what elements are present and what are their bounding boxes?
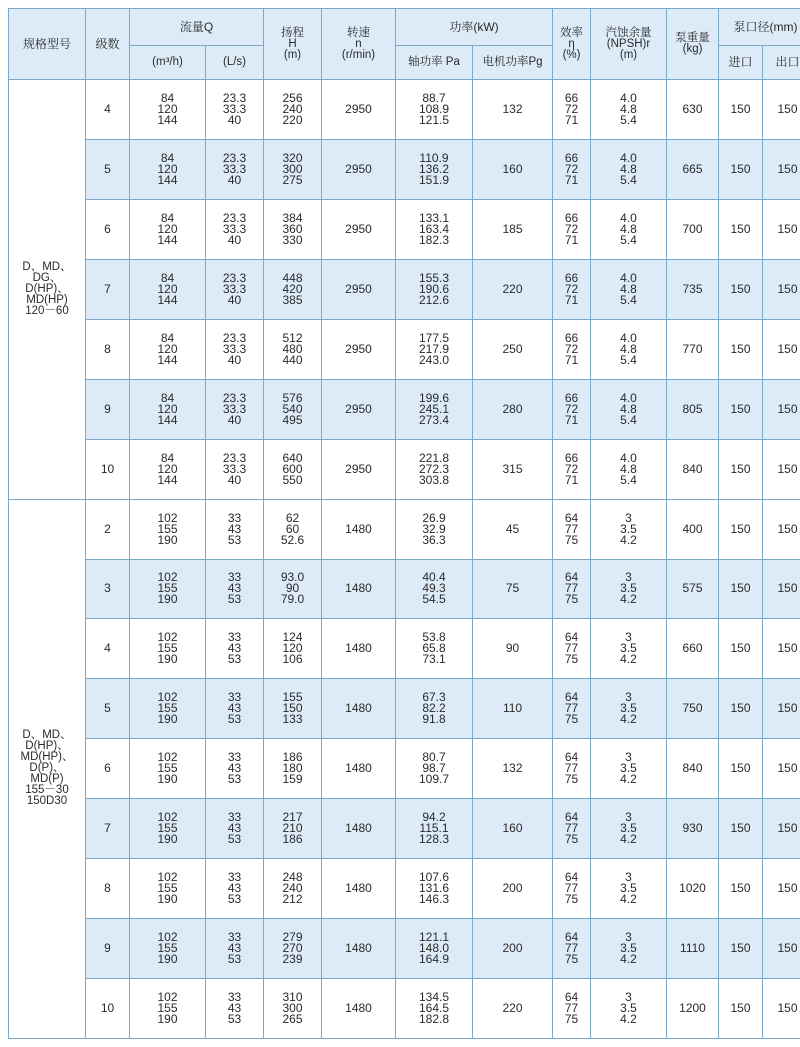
flow-m3h-cell: 102 155 190 [130, 919, 206, 979]
efficiency-cell: 66 72 71 [553, 80, 591, 140]
efficiency-cell: 64 77 75 [553, 559, 591, 619]
weight-cell: 575 [667, 559, 719, 619]
outlet-cell: 150 [763, 919, 800, 979]
npsh-cell: 4.0 4.8 5.4 [591, 199, 667, 259]
weight-cell: 750 [667, 679, 719, 739]
npsh-cell: 3 3.5 4.2 [591, 739, 667, 799]
stage-cell: 5 [86, 139, 130, 199]
header-npsh: 汽蚀余量 (NPSH)r (m) [591, 9, 667, 80]
weight-cell: 660 [667, 619, 719, 679]
efficiency-cell: 66 72 71 [553, 259, 591, 319]
header-efficiency: 效率 η (%) [553, 9, 591, 80]
flow-ls-cell: 33 43 53 [206, 979, 264, 1039]
header-outlet: 出口 [763, 46, 800, 80]
head-cell: 576 540 495 [264, 379, 322, 439]
table-header [9, 9, 800, 80]
motor-power-cell: 132 [473, 739, 553, 799]
header-head: 扬程 H (m) [264, 9, 322, 80]
weight-cell: 1110 [667, 919, 719, 979]
table-row [9, 619, 800, 679]
outlet-cell: 150 [763, 379, 800, 439]
stage-cell: 4 [86, 80, 130, 140]
stage-cell: 7 [86, 259, 130, 319]
speed-cell: 1480 [322, 739, 396, 799]
header-speed: 转速 n (r/min) [322, 9, 396, 80]
weight-cell: 770 [667, 319, 719, 379]
motor-power-cell: 160 [473, 799, 553, 859]
npsh-cell: 3 3.5 4.2 [591, 619, 667, 679]
table-row [9, 859, 800, 919]
shaft-power-cell: 67.3 82.2 91.8 [396, 679, 473, 739]
motor-power-cell: 220 [473, 259, 553, 319]
table-row [9, 679, 800, 739]
outlet-cell: 150 [763, 319, 800, 379]
inlet-cell: 150 [719, 499, 763, 559]
head-cell: 448 420 385 [264, 259, 322, 319]
speed-cell: 1480 [322, 679, 396, 739]
shaft-power-cell: 134.5 164.5 182.8 [396, 979, 473, 1039]
outlet-cell: 150 [763, 559, 800, 619]
shaft-power-cell: 121.1 148.0 164.9 [396, 919, 473, 979]
shaft-power-cell: 26.9 32.9 36.3 [396, 499, 473, 559]
header-power: 功率(kW) [396, 9, 553, 46]
weight-cell: 700 [667, 199, 719, 259]
motor-power-cell: 160 [473, 139, 553, 199]
speed-cell: 2950 [322, 379, 396, 439]
inlet-cell: 150 [719, 559, 763, 619]
weight-cell: 930 [667, 799, 719, 859]
table-row [9, 199, 800, 259]
speed-cell: 1480 [322, 859, 396, 919]
flow-ls-cell: 23.3 33.3 40 [206, 139, 264, 199]
head-cell: 310 300 265 [264, 979, 322, 1039]
model-cell: D、MD、 D(HP)、 MD(HP)、 D(P)、 MD(P) 155－30 150D30 [9, 499, 86, 1038]
head-cell: 279 270 239 [264, 919, 322, 979]
outlet-cell: 150 [763, 439, 800, 499]
header-model: 规格型号 [9, 9, 86, 80]
header-shaft-power: 轴功率 Pa [396, 46, 473, 80]
flow-m3h-cell: 102 155 190 [130, 619, 206, 679]
shaft-power-cell: 199.6 245.1 273.4 [396, 379, 473, 439]
flow-ls-cell: 23.3 33.3 40 [206, 439, 264, 499]
stage-cell: 10 [86, 439, 130, 499]
weight-cell: 840 [667, 739, 719, 799]
head-cell: 248 240 212 [264, 859, 322, 919]
motor-power-cell: 250 [473, 319, 553, 379]
table-row [9, 979, 800, 1039]
speed-cell: 1480 [322, 499, 396, 559]
head-cell: 155 150 133 [264, 679, 322, 739]
efficiency-cell: 64 77 75 [553, 739, 591, 799]
efficiency-cell: 64 77 75 [553, 799, 591, 859]
head-cell: 93.0 90 79.0 [264, 559, 322, 619]
inlet-cell: 150 [719, 619, 763, 679]
npsh-cell: 4.0 4.8 5.4 [591, 319, 667, 379]
pump-spec-table [8, 8, 800, 1039]
table-row [9, 439, 800, 499]
stage-cell: 8 [86, 319, 130, 379]
npsh-cell: 3 3.5 4.2 [591, 679, 667, 739]
stage-cell: 5 [86, 679, 130, 739]
flow-ls-cell: 23.3 33.3 40 [206, 259, 264, 319]
flow-m3h-cell: 84 120 144 [130, 259, 206, 319]
weight-cell: 1020 [667, 859, 719, 919]
inlet-cell: 150 [719, 379, 763, 439]
stage-cell: 10 [86, 979, 130, 1039]
shaft-power-cell: 53.8 65.8 73.1 [396, 619, 473, 679]
flow-m3h-cell: 102 155 190 [130, 739, 206, 799]
npsh-cell: 3 3.5 4.2 [591, 499, 667, 559]
npsh-cell: 4.0 4.8 5.4 [591, 139, 667, 199]
head-cell: 217 210 186 [264, 799, 322, 859]
inlet-cell: 150 [719, 80, 763, 140]
weight-cell: 630 [667, 80, 719, 140]
flow-m3h-cell: 84 120 144 [130, 379, 206, 439]
speed-cell: 1480 [322, 559, 396, 619]
table-row [9, 499, 800, 559]
motor-power-cell: 200 [473, 919, 553, 979]
speed-cell: 1480 [322, 799, 396, 859]
table-body [9, 80, 800, 1039]
model-cell: D、MD、DG、 D(HP)、 MD(HP) 120－60 [9, 80, 86, 500]
inlet-cell: 150 [719, 679, 763, 739]
flow-m3h-cell: 102 155 190 [130, 499, 206, 559]
flow-ls-cell: 33 43 53 [206, 559, 264, 619]
shaft-power-cell: 221.8 272.3 303.8 [396, 439, 473, 499]
shaft-power-cell: 40.4 49.3 54.5 [396, 559, 473, 619]
head-cell: 640 600 550 [264, 439, 322, 499]
outlet-cell: 150 [763, 859, 800, 919]
motor-power-cell: 75 [473, 559, 553, 619]
speed-cell: 2950 [322, 319, 396, 379]
header-diameter: 泵口径(mm) [719, 9, 800, 46]
stage-cell: 6 [86, 739, 130, 799]
stage-cell: 6 [86, 199, 130, 259]
table-row [9, 139, 800, 199]
header-weight: 泵重量 (kg) [667, 9, 719, 80]
efficiency-cell: 64 77 75 [553, 919, 591, 979]
inlet-cell: 150 [719, 259, 763, 319]
weight-cell: 1200 [667, 979, 719, 1039]
outlet-cell: 150 [763, 199, 800, 259]
table-row [9, 319, 800, 379]
header-stages: 级数 [86, 9, 130, 80]
inlet-cell: 150 [719, 919, 763, 979]
speed-cell: 2950 [322, 139, 396, 199]
table-row [9, 739, 800, 799]
table-row [9, 379, 800, 439]
shaft-power-cell: 107.6 131.6 146.3 [396, 859, 473, 919]
head-cell: 62 60 52.6 [264, 499, 322, 559]
outlet-cell: 150 [763, 499, 800, 559]
motor-power-cell: 90 [473, 619, 553, 679]
speed-cell: 2950 [322, 439, 396, 499]
speed-cell: 1480 [322, 919, 396, 979]
table-row [9, 919, 800, 979]
efficiency-cell: 66 72 71 [553, 199, 591, 259]
flow-ls-cell: 33 43 53 [206, 499, 264, 559]
outlet-cell: 150 [763, 979, 800, 1039]
inlet-cell: 150 [719, 979, 763, 1039]
npsh-cell: 3 3.5 4.2 [591, 859, 667, 919]
header-flow: 流量Q [130, 9, 264, 46]
npsh-cell: 3 3.5 4.2 [591, 919, 667, 979]
flow-m3h-cell: 102 155 190 [130, 559, 206, 619]
flow-ls-cell: 33 43 53 [206, 859, 264, 919]
flow-ls-cell: 23.3 33.3 40 [206, 199, 264, 259]
weight-cell: 400 [667, 499, 719, 559]
weight-cell: 735 [667, 259, 719, 319]
outlet-cell: 150 [763, 139, 800, 199]
weight-cell: 840 [667, 439, 719, 499]
efficiency-cell: 64 77 75 [553, 499, 591, 559]
outlet-cell: 150 [763, 739, 800, 799]
head-cell: 124 120 106 [264, 619, 322, 679]
inlet-cell: 150 [719, 319, 763, 379]
outlet-cell: 150 [763, 619, 800, 679]
flow-ls-cell: 33 43 53 [206, 799, 264, 859]
speed-cell: 2950 [322, 199, 396, 259]
npsh-cell: 4.0 4.8 5.4 [591, 259, 667, 319]
flow-ls-cell: 33 43 53 [206, 919, 264, 979]
inlet-cell: 150 [719, 199, 763, 259]
stage-cell: 9 [86, 919, 130, 979]
efficiency-cell: 66 72 71 [553, 139, 591, 199]
weight-cell: 665 [667, 139, 719, 199]
shaft-power-cell: 88.7 108.9 121.5 [396, 80, 473, 140]
table-row [9, 799, 800, 859]
npsh-cell: 4.0 4.8 5.4 [591, 439, 667, 499]
motor-power-cell: 185 [473, 199, 553, 259]
header-flow-ls: (L/s) [206, 46, 264, 80]
flow-m3h-cell: 102 155 190 [130, 859, 206, 919]
flow-ls-cell: 23.3 33.3 40 [206, 319, 264, 379]
inlet-cell: 150 [719, 859, 763, 919]
stage-cell: 2 [86, 499, 130, 559]
efficiency-cell: 66 72 71 [553, 319, 591, 379]
header-motor-power: 电机功率Pg [473, 46, 553, 80]
motor-power-cell: 315 [473, 439, 553, 499]
inlet-cell: 150 [719, 139, 763, 199]
table-row [9, 259, 800, 319]
table-row [9, 559, 800, 619]
shaft-power-cell: 155.3 190.6 212.6 [396, 259, 473, 319]
efficiency-cell: 66 72 71 [553, 439, 591, 499]
flow-m3h-cell: 84 120 144 [130, 199, 206, 259]
head-cell: 384 360 330 [264, 199, 322, 259]
flow-ls-cell: 33 43 53 [206, 679, 264, 739]
npsh-cell: 4.0 4.8 5.4 [591, 379, 667, 439]
outlet-cell: 150 [763, 259, 800, 319]
stage-cell: 7 [86, 799, 130, 859]
head-cell: 512 480 440 [264, 319, 322, 379]
stage-cell: 8 [86, 859, 130, 919]
npsh-cell: 3 3.5 4.2 [591, 979, 667, 1039]
stage-cell: 4 [86, 619, 130, 679]
weight-cell: 805 [667, 379, 719, 439]
head-cell: 320 300 275 [264, 139, 322, 199]
inlet-cell: 150 [719, 439, 763, 499]
flow-ls-cell: 23.3 33.3 40 [206, 379, 264, 439]
motor-power-cell: 200 [473, 859, 553, 919]
head-cell: 256 240 220 [264, 80, 322, 140]
table-row [9, 80, 800, 140]
speed-cell: 1480 [322, 619, 396, 679]
npsh-cell: 4.0 4.8 5.4 [591, 80, 667, 140]
flow-m3h-cell: 84 120 144 [130, 80, 206, 140]
stage-cell: 3 [86, 559, 130, 619]
motor-power-cell: 132 [473, 80, 553, 140]
flow-m3h-cell: 84 120 144 [130, 319, 206, 379]
efficiency-cell: 64 77 75 [553, 859, 591, 919]
npsh-cell: 3 3.5 4.2 [591, 559, 667, 619]
shaft-power-cell: 94.2 115.1 128.3 [396, 799, 473, 859]
flow-ls-cell: 33 43 53 [206, 739, 264, 799]
speed-cell: 2950 [322, 259, 396, 319]
stage-cell: 9 [86, 379, 130, 439]
head-cell: 186 180 159 [264, 739, 322, 799]
motor-power-cell: 110 [473, 679, 553, 739]
inlet-cell: 150 [719, 799, 763, 859]
motor-power-cell: 45 [473, 499, 553, 559]
shaft-power-cell: 177.5 217.9 243.0 [396, 319, 473, 379]
header-flow-m3h: (m³/h) [130, 46, 206, 80]
speed-cell: 1480 [322, 979, 396, 1039]
efficiency-cell: 66 72 71 [553, 379, 591, 439]
shaft-power-cell: 80.7 98.7 109.7 [396, 739, 473, 799]
flow-ls-cell: 33 43 53 [206, 619, 264, 679]
flow-m3h-cell: 84 120 144 [130, 139, 206, 199]
speed-cell: 2950 [322, 80, 396, 140]
motor-power-cell: 280 [473, 379, 553, 439]
outlet-cell: 150 [763, 679, 800, 739]
shaft-power-cell: 110.9 136.2 151.9 [396, 139, 473, 199]
flow-m3h-cell: 102 155 190 [130, 799, 206, 859]
inlet-cell: 150 [719, 739, 763, 799]
shaft-power-cell: 133.1 163.4 182.3 [396, 199, 473, 259]
outlet-cell: 150 [763, 80, 800, 140]
header-inlet: 进口 [719, 46, 763, 80]
flow-m3h-cell: 102 155 190 [130, 679, 206, 739]
efficiency-cell: 64 77 75 [553, 619, 591, 679]
motor-power-cell: 220 [473, 979, 553, 1039]
flow-m3h-cell: 102 155 190 [130, 979, 206, 1039]
outlet-cell: 150 [763, 799, 800, 859]
flow-m3h-cell: 84 120 144 [130, 439, 206, 499]
efficiency-cell: 64 77 75 [553, 679, 591, 739]
flow-ls-cell: 23.3 33.3 40 [206, 80, 264, 140]
efficiency-cell: 64 77 75 [553, 979, 591, 1039]
npsh-cell: 3 3.5 4.2 [591, 799, 667, 859]
